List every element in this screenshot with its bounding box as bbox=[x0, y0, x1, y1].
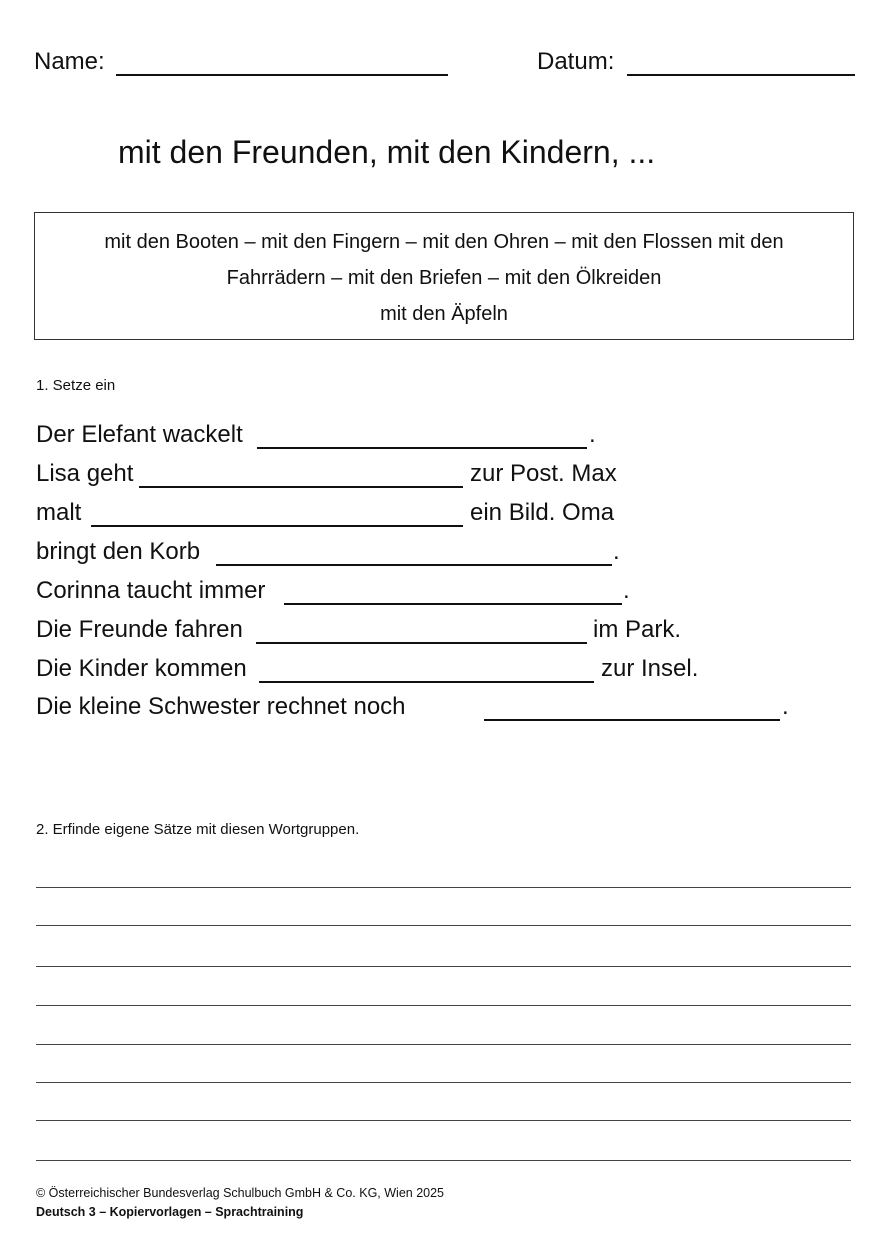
writing-line-1[interactable] bbox=[36, 887, 851, 888]
page-title: mit den Freunden, mit den Kindern, ... bbox=[118, 134, 656, 170]
sentence-3-text: malt bbox=[36, 499, 82, 526]
sentence-4-text: bringt den Korb bbox=[36, 538, 201, 565]
sentence-7-text: Die Kinder kommen bbox=[36, 655, 247, 682]
writing-line-4[interactable] bbox=[36, 1005, 851, 1006]
sentence-5-text: Corinna taucht immer bbox=[36, 577, 266, 604]
sentence-7-blank[interactable] bbox=[259, 681, 594, 683]
writing-line-7[interactable] bbox=[36, 1120, 851, 1121]
name-label: Name: bbox=[34, 48, 105, 75]
sentence-3-blank[interactable] bbox=[91, 525, 463, 527]
sentence-2-text: Lisa geht bbox=[36, 460, 134, 487]
sentence-2-blank[interactable] bbox=[139, 486, 463, 488]
writing-line-6[interactable] bbox=[36, 1082, 851, 1083]
sentence-4-blank[interactable] bbox=[216, 564, 612, 566]
sentence-8-blank[interactable] bbox=[484, 719, 780, 721]
sentence-1-end: . bbox=[589, 421, 596, 448]
sentence-8-text: Die kleine Schwester rechnet noch bbox=[36, 693, 406, 720]
writing-line-3[interactable] bbox=[36, 966, 851, 967]
task-1-label: 1. Setze ein bbox=[36, 377, 116, 394]
sentence-2-end: zur Post. Max bbox=[470, 460, 617, 487]
sentence-6-end: im Park. bbox=[593, 616, 682, 643]
footer-series: Deutsch 3 – Kopiervorlagen – Sprachtraining bbox=[36, 1205, 304, 1219]
sentence-1-blank[interactable] bbox=[257, 447, 587, 449]
task-2-label: 2. Erfinde eigene Sätze mit diesen Wortgruppen. bbox=[36, 821, 360, 838]
sentence-6-text: Die Freunde fahren bbox=[36, 616, 243, 643]
sentence-5-end: . bbox=[623, 577, 630, 604]
name-field-line[interactable] bbox=[116, 74, 448, 76]
sentence-5-blank[interactable] bbox=[284, 603, 622, 605]
sentence-3-end: ein Bild. Oma bbox=[470, 499, 615, 526]
footer-copyright: © Österreichischer Bundesverlag Schulbuch GmbH & Co. KG, Wien 2025 bbox=[36, 1186, 445, 1200]
word-box-line-3: mit den Äpfeln bbox=[380, 303, 508, 325]
date-label: Datum: bbox=[537, 48, 615, 75]
word-box bbox=[34, 212, 854, 340]
sentence-8-end: . bbox=[782, 693, 789, 720]
sentence-6-blank[interactable] bbox=[256, 642, 587, 644]
word-box-line-2: Fahrrädern – mit den Briefen – mit den Ölkreiden bbox=[226, 267, 662, 289]
date-field-line[interactable] bbox=[627, 74, 855, 76]
writing-line-5[interactable] bbox=[36, 1044, 851, 1045]
word-box-line-1: mit den Booten – mit den Fingern – mit den Ohren – mit den Flossen mit den bbox=[104, 231, 784, 253]
sentence-4-end: . bbox=[613, 538, 620, 565]
writing-line-8[interactable] bbox=[36, 1160, 851, 1161]
writing-line-2[interactable] bbox=[36, 925, 851, 926]
sentence-7-end: zur Insel. bbox=[601, 655, 699, 682]
sentence-1-text: Der Elefant wackelt bbox=[36, 421, 243, 448]
